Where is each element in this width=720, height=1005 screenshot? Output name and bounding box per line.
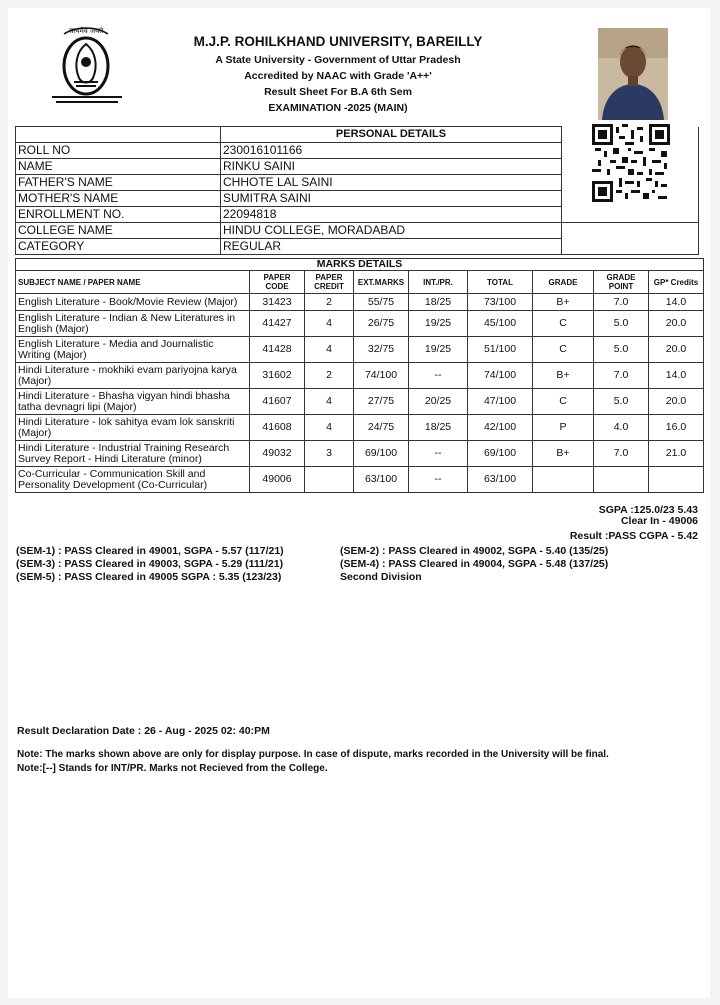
header-subject: SUBJECT NAME / PAPER NAME bbox=[16, 271, 250, 294]
label-mother-name: MOTHER'S NAME bbox=[16, 191, 221, 207]
int-marks: -- bbox=[409, 441, 468, 467]
paper-credit: 4 bbox=[305, 311, 354, 337]
label-roll-no: ROLL NO bbox=[16, 143, 221, 159]
grade-point: 5.0 bbox=[594, 311, 649, 337]
subject-name: Co-Curricular - Communication Skill and Personality Development (Co-Curricular) bbox=[16, 467, 250, 493]
sem-4-result: (SEM-4) : PASS Cleared in 49004, SGPA - 5.48 (137/25) bbox=[340, 558, 609, 570]
total-marks: 47/100 bbox=[468, 389, 533, 415]
marks-details-table bbox=[15, 258, 704, 493]
paper-credit: 4 bbox=[305, 389, 354, 415]
grade-point: 4.0 bbox=[594, 415, 649, 441]
gp-credits: 21.0 bbox=[649, 441, 704, 467]
total-marks: 74/100 bbox=[468, 363, 533, 389]
personal-details-table bbox=[15, 126, 699, 255]
examination-title: EXAMINATION -2025 (MAIN) bbox=[268, 102, 408, 114]
sem-1-result: (SEM-1) : PASS Cleared in 49001, SGPA - 5.57 (117/21) bbox=[16, 545, 284, 557]
label-category: CATEGORY bbox=[16, 239, 221, 255]
value-enrollment-no: 22094818 bbox=[221, 207, 562, 223]
total-marks: 51/100 bbox=[468, 337, 533, 363]
paper-code: 49032 bbox=[250, 441, 305, 467]
gp-credits bbox=[649, 467, 704, 493]
ext-marks: 24/75 bbox=[354, 415, 409, 441]
marks-details-title: MARKS DETAILS bbox=[16, 259, 704, 271]
ext-marks: 32/75 bbox=[354, 337, 409, 363]
grade-point: 5.0 bbox=[594, 389, 649, 415]
grade: B+ bbox=[533, 363, 594, 389]
accreditation-line: Accredited by NAAC with Grade 'A++' bbox=[244, 70, 432, 82]
header-ext-marks: EXT.MARKS bbox=[354, 271, 409, 294]
paper-code: 41428 bbox=[250, 337, 305, 363]
paper-code: 41608 bbox=[250, 415, 305, 441]
state-line: A State University - Government of Uttar Pradesh bbox=[215, 54, 461, 66]
sem-2-result: (SEM-2) : PASS Cleared in 49002, SGPA - 5.40 (135/25) bbox=[340, 545, 609, 557]
header-total: TOTAL bbox=[468, 271, 533, 294]
grade-point: 7.0 bbox=[594, 441, 649, 467]
paper-credit: 4 bbox=[305, 337, 354, 363]
personal-row-college bbox=[16, 223, 699, 239]
university-name: M.J.P. ROHILKHAND UNIVERSITY, BAREILLY bbox=[193, 34, 483, 49]
ext-marks: 55/75 bbox=[354, 294, 409, 311]
value-name: RINKU SAINI bbox=[221, 159, 562, 175]
int-marks: 19/25 bbox=[409, 337, 468, 363]
table-row bbox=[16, 415, 704, 441]
ext-marks: 26/75 bbox=[354, 311, 409, 337]
header-grade-point: GRADE POINT bbox=[594, 271, 649, 294]
marks-header-row bbox=[16, 271, 704, 294]
subject-name: English Literature - Book/Movie Review (Major) bbox=[16, 294, 250, 311]
gp-credits: 14.0 bbox=[649, 363, 704, 389]
table-row bbox=[16, 363, 704, 389]
subject-name: English Literature - Indian & New Literatures in English (Major) bbox=[16, 311, 250, 337]
paper-credit: 3 bbox=[305, 441, 354, 467]
grade: B+ bbox=[533, 294, 594, 311]
semester-history-right bbox=[340, 545, 608, 584]
value-roll-no: 230016101166 bbox=[221, 143, 562, 159]
subject-name: Hindi Literature - Industrial Training Research Survey Report - Hindi Literature (minor) bbox=[16, 441, 250, 467]
university-logo bbox=[46, 22, 128, 108]
student-photo bbox=[598, 28, 668, 120]
total-marks: 45/100 bbox=[468, 311, 533, 337]
ext-marks: 74/100 bbox=[354, 363, 409, 389]
gp-credits: 20.0 bbox=[649, 389, 704, 415]
sem-3-result: (SEM-3) : PASS Cleared in 49003, SGPA - 5.29 (111/21) bbox=[16, 558, 284, 570]
clear-in-summary: Clear In - 49006 bbox=[620, 515, 698, 527]
label-name: NAME bbox=[16, 159, 221, 175]
table-row bbox=[16, 467, 704, 493]
paper-code: 49006 bbox=[250, 467, 305, 493]
grade: B+ bbox=[533, 441, 594, 467]
personal-row-name bbox=[16, 159, 699, 175]
display-purpose-note: Note: The marks shown above are only for display purpose. In case of dispute, marks recorded in the University will be final. bbox=[17, 749, 609, 760]
value-category: REGULAR bbox=[221, 239, 562, 255]
int-marks: -- bbox=[409, 363, 468, 389]
personal-row-roll-no bbox=[16, 143, 699, 159]
paper-code: 31423 bbox=[250, 294, 305, 311]
label-college-name: COLLEGE NAME bbox=[16, 223, 221, 239]
paper-credit: 4 bbox=[305, 415, 354, 441]
subject-name: Hindi Literature - mokhiki evam pariyojna karya (Major) bbox=[16, 363, 250, 389]
gp-credits: 20.0 bbox=[649, 337, 704, 363]
grade bbox=[533, 467, 594, 493]
int-pr-note: Note:[--] Stands for INT/PR. Marks not Recieved from the College. bbox=[17, 763, 328, 774]
personal-row-category bbox=[16, 239, 699, 255]
logo-motto: सत्यमेव जयते bbox=[68, 27, 104, 35]
gp-credits: 14.0 bbox=[649, 294, 704, 311]
grade-point bbox=[594, 467, 649, 493]
value-father-name: CHHOTE LAL SAINI bbox=[221, 175, 562, 191]
paper-code: 31602 bbox=[250, 363, 305, 389]
personal-details-title: PERSONAL DETAILS bbox=[221, 127, 562, 143]
grade: C bbox=[533, 311, 594, 337]
total-marks: 42/100 bbox=[468, 415, 533, 441]
grade: P bbox=[533, 415, 594, 441]
subject-name: Hindi Literature - lok sahitya evam lok sanskriti (Major) bbox=[16, 415, 250, 441]
ext-marks: 63/100 bbox=[354, 467, 409, 493]
grade: C bbox=[533, 337, 594, 363]
subject-name: English Literature - Media and Journalistic Writing (Major) bbox=[16, 337, 250, 363]
division: Second Division bbox=[340, 571, 422, 583]
header-grade: GRADE bbox=[533, 271, 594, 294]
int-marks: -- bbox=[409, 467, 468, 493]
sgpa-summary: SGPA :125.0/23 5.43 bbox=[598, 504, 698, 516]
table-row bbox=[16, 337, 704, 363]
personal-row-father bbox=[16, 175, 699, 191]
paper-credit: 2 bbox=[305, 294, 354, 311]
int-marks: 18/25 bbox=[409, 294, 468, 311]
value-college-name: HINDU COLLEGE, MORADABAD bbox=[221, 223, 562, 239]
grade-point: 7.0 bbox=[594, 363, 649, 389]
header-paper-credit: PAPER CREDIT bbox=[305, 271, 354, 294]
semester-history-left bbox=[16, 545, 284, 584]
result-sheet-title: Result Sheet For B.A 6th Sem bbox=[264, 86, 412, 98]
result-declaration-date: Result Declaration Date : 26 - Aug - 2025 02: 40:PM bbox=[17, 725, 270, 737]
result-cgpa-summary: Result :PASS CGPA - 5.42 bbox=[569, 530, 698, 542]
int-marks: 19/25 bbox=[409, 311, 468, 337]
int-marks: 20/25 bbox=[409, 389, 468, 415]
header-int-pr: INT./PR. bbox=[409, 271, 468, 294]
personal-row-enrollment bbox=[16, 207, 699, 223]
paper-code: 41607 bbox=[250, 389, 305, 415]
gp-credits: 16.0 bbox=[649, 415, 704, 441]
sem-5-result: (SEM-5) : PASS Cleared in 49005 SGPA : 5.35 (123/23) bbox=[16, 571, 282, 583]
table-row bbox=[16, 294, 704, 311]
paper-code: 41427 bbox=[250, 311, 305, 337]
value-mother-name: SUMITRA SAINI bbox=[221, 191, 562, 207]
subject-name: Hindi Literature - Bhasha vigyan hindi bhasha tatha devnagri lipi (Major) bbox=[16, 389, 250, 415]
grade-point: 5.0 bbox=[594, 337, 649, 363]
paper-credit: 2 bbox=[305, 363, 354, 389]
gp-credits: 20.0 bbox=[649, 311, 704, 337]
label-enrollment-no: ENROLLMENT NO. bbox=[16, 207, 221, 223]
result-sheet bbox=[8, 8, 710, 998]
header-gp-credits: GP* Credits bbox=[649, 271, 704, 294]
header-paper-code: PAPER CODE bbox=[250, 271, 305, 294]
table-row bbox=[16, 311, 704, 337]
paper-credit bbox=[305, 467, 354, 493]
grade-point: 7.0 bbox=[594, 294, 649, 311]
ext-marks: 27/75 bbox=[354, 389, 409, 415]
personal-row-mother bbox=[16, 191, 699, 207]
grade: C bbox=[533, 389, 594, 415]
int-marks: 18/25 bbox=[409, 415, 468, 441]
table-row bbox=[16, 441, 704, 467]
total-marks: 73/100 bbox=[468, 294, 533, 311]
total-marks: 69/100 bbox=[468, 441, 533, 467]
total-marks: 63/100 bbox=[468, 467, 533, 493]
label-father-name: FATHER'S NAME bbox=[16, 175, 221, 191]
ext-marks: 69/100 bbox=[354, 441, 409, 467]
table-row bbox=[16, 389, 704, 415]
